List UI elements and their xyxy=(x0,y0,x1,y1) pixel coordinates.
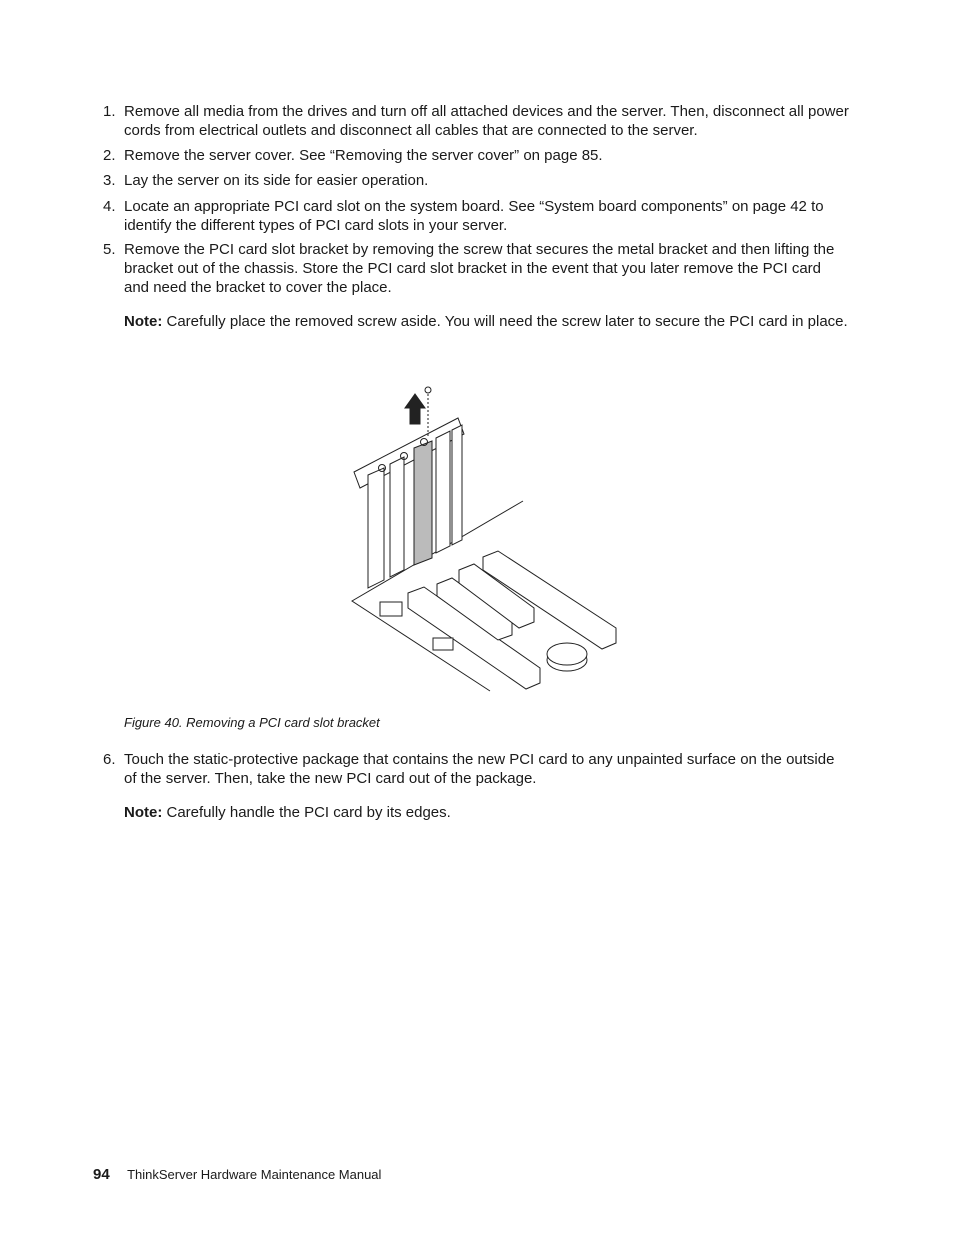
step-text: Remove the PCI card slot bracket by removing the screw that secures the metal bracket and then lifting the bracket out of the chassis. Store the PCI card slot bracket in the event that you later remove the PCI card and need the bracket to cover the place. xyxy=(124,241,835,296)
step-number: 1. xyxy=(103,103,116,120)
step-text: Remove the server cover. See “Removing the server cover” on page 85. xyxy=(124,147,603,164)
step-1 xyxy=(103,102,849,140)
step-number: 5. xyxy=(103,241,116,258)
note-label: Note: xyxy=(124,313,163,330)
step-text: Lay the server on its side for easier operation. xyxy=(124,172,429,189)
screw-icon xyxy=(425,387,431,393)
step-4 xyxy=(103,197,849,235)
page-footer xyxy=(93,1165,381,1185)
manual-title: ThinkServer Hardware Maintenance Manual xyxy=(127,1167,382,1182)
note-text: Carefully place the removed screw aside. You will need the screw later to secure the PCI card in place. xyxy=(166,313,848,330)
step-3 xyxy=(103,171,849,190)
step-number: 3. xyxy=(103,172,116,189)
step-2 xyxy=(103,146,849,165)
pci-bracket-illustration xyxy=(340,378,640,698)
step-text: Remove all media from the drives and turn off all attached devices and the server. Then, disconnect all power cords from electrical outlets and disconnect all cables that are connected to the server. xyxy=(124,103,849,139)
arrow-up-icon xyxy=(405,394,425,424)
note-text: Carefully handle the PCI card by its edges. xyxy=(166,804,451,821)
figure-caption: Figure 40. Removing a PCI card slot bracket xyxy=(124,715,380,730)
note-screw xyxy=(124,312,849,331)
step-text: Touch the static-protective package that contains the new PCI card to any unpainted surface on the outside of the server. Then, take the new PCI card out of the package. xyxy=(124,751,835,787)
note-edges xyxy=(124,803,849,822)
page-number: 94 xyxy=(93,1166,110,1183)
step-number: 2. xyxy=(103,147,116,164)
removed-bracket xyxy=(414,441,432,565)
note-label: Note: xyxy=(124,804,163,821)
step-6 xyxy=(103,750,849,788)
step-5 xyxy=(103,240,849,297)
step-number: 4. xyxy=(103,198,116,215)
figure-pci-bracket-removal xyxy=(340,378,640,698)
step-text: Locate an appropriate PCI card slot on the system board. See “System board components” on page 42 to identify the different types of PCI card slots in your server. xyxy=(124,198,824,234)
step-number: 6. xyxy=(103,751,116,768)
